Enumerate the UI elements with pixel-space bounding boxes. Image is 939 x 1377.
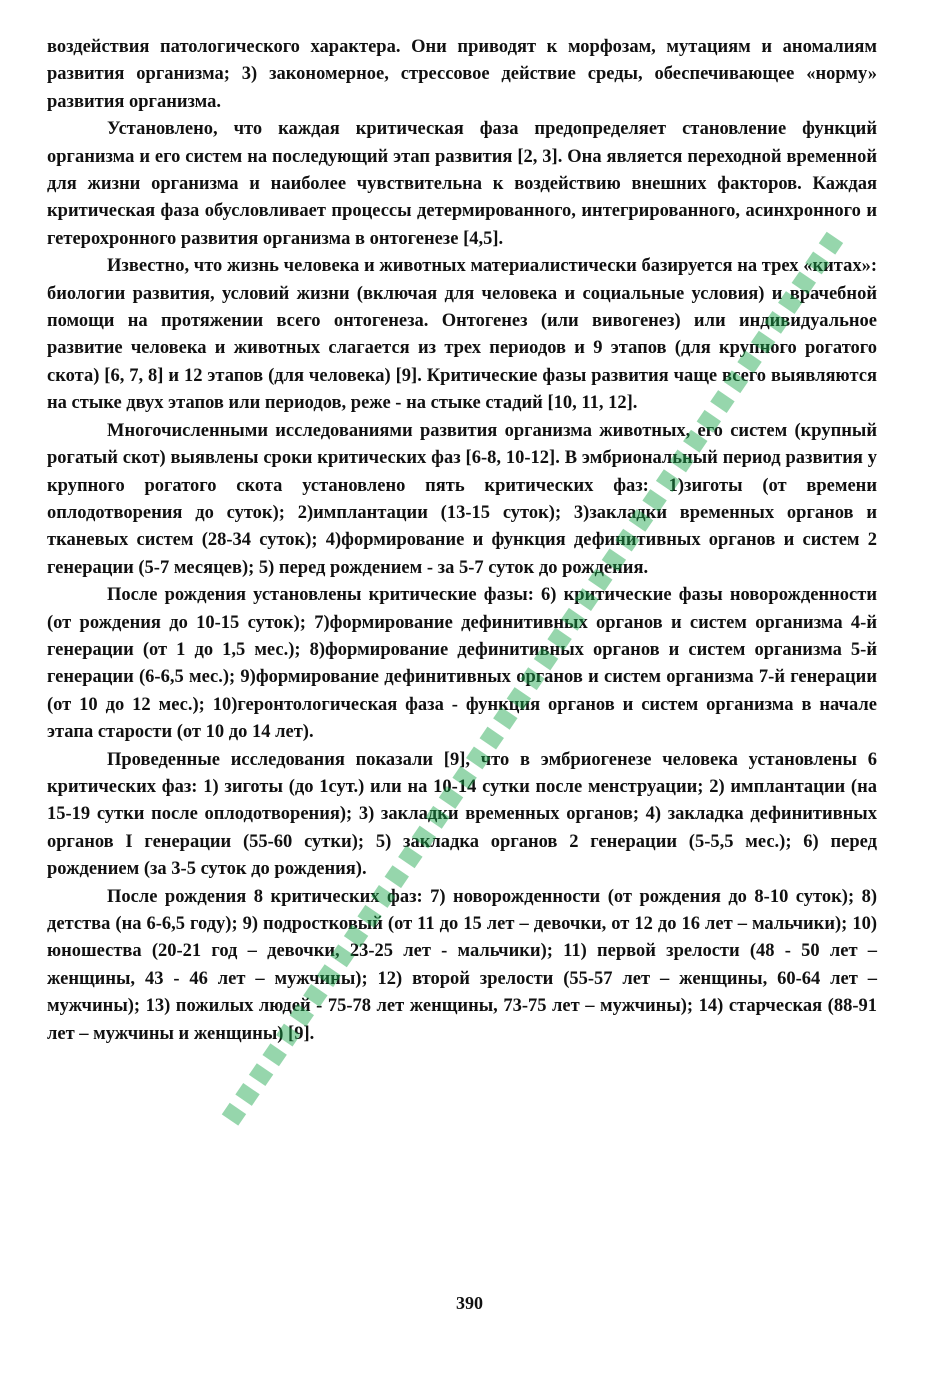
paragraph: После рождения установлены критические фазы: 6) критические фазы новорожденности (от рождения до 10-15 суток); 7)формирование дефинитивных органов и систем организма 4-й генерации (от 1 до 1,5 мес.); 8)формирование дефинитивных органов и систем организма 5-й генерации (6-6,5 мес.); 9)формирование дефинитивных органов и систем организма 7-й генерации (от 10 до 12 мес.); 10)геронтологическая фаза - функция органов и систем организма в начале этапа старости (от 10 до 14 лет). [47, 585, 877, 743]
paragraph: Проведенные исследования показали [9], что в эмбриогенезе человека установлены 6 критических фаз: 1) зиготы (до 1сут.) или на 10-14 сутки после менструации; 2) имплантации (на 15-19 сутки после оплодотворения); 3) закладки временных органов; 4) закладка дефинитивных органов I генерации (55-60 сутки); 5) закладка органов 2 генерации (5-5,5 мес.); 6) перед рождением (за 3-5 суток до рождения). [47, 749, 877, 880]
paragraph: Установлено, что каждая критическая фаза предопределяет становление функций организма и его систем на последующий этап развития [2, 3]. Она является переходной временной для жизни организма и наиболее чувствительна к воздействию внешних факторов. Каждая критическая фаза обусловливает процессы детермированного, интегрированного, асинхронного и гетерохронного развития организма в онтогенезе [4,5]. [47, 119, 877, 249]
paragraph: После рождения 8 критических фаз: 7) новорожденности (от рождения до 8-10 суток); 8) детства (на 6-6,5 году); 9) подростковый (от 11 до 15 лет – девочки, от 12 до 16 лет – мальчики); 10) юношества (20-21 год – девочки, 23-25 лет - мальчики); 11) первой зрелости (48 - 50 лет – женщины, 43 - 46 лет – мужчины); 12) второй зрелости (55-57 лет – женщины, 60-64 лет – мужчины); 13) пожилых людей - 75-78 лет женщины, 73-75 лет – мужчины); 14) старческая (88-91 лет – мужчины и женщины) [9]. [47, 886, 877, 1044]
paragraph: воздействия патологического характера. Они приводят к морфозам, мутациям и аномалиям развития организма; 3) закономерное, стрессовое действие среды, обеспечивающее «норму» развития организма. [47, 37, 877, 112]
body-text [47, 34, 877, 1048]
paragraph: Известно, что жизнь человека и животных материалистически базируется на трех «китах»: биологии развития, условий жизни (включая для человека и социальные условия) и врачебной помощи на протяжении всего онтогенеза. Онтогенез (или вивогенез) или индивидуальное развитие человека и животных слагается из трех периодов и 9 этапов (для крупного рогатого скота) [6, 7, 8] и 12 этапов (для человека) [9]. Критические фазы развития чаще всего выявляются на стыке двух этапов или периодов, реже - на стыке стадий [10, 11, 12]. [47, 256, 877, 414]
paragraph: Многочисленными исследованиями развития организма животных, его систем (крупный рогатый скот) выявлены сроки критических фаз [6-8, 10-12]. В эмбриональный период развития у крупного рогатого скота установлено пять критических фаз: 1)зиготы (от времени оплодотворения до суток); 2)имплантации (13-15 суток); 3)закладки временных органов и тканевых систем (28-34 суток); 4)формирование и функция дефинитивных органов и систем 2 генерации (5-7 месяцев); 5) перед рождением - за 5-7 суток до рождения. [47, 420, 877, 578]
page-number: 390 [456, 1293, 483, 1313]
